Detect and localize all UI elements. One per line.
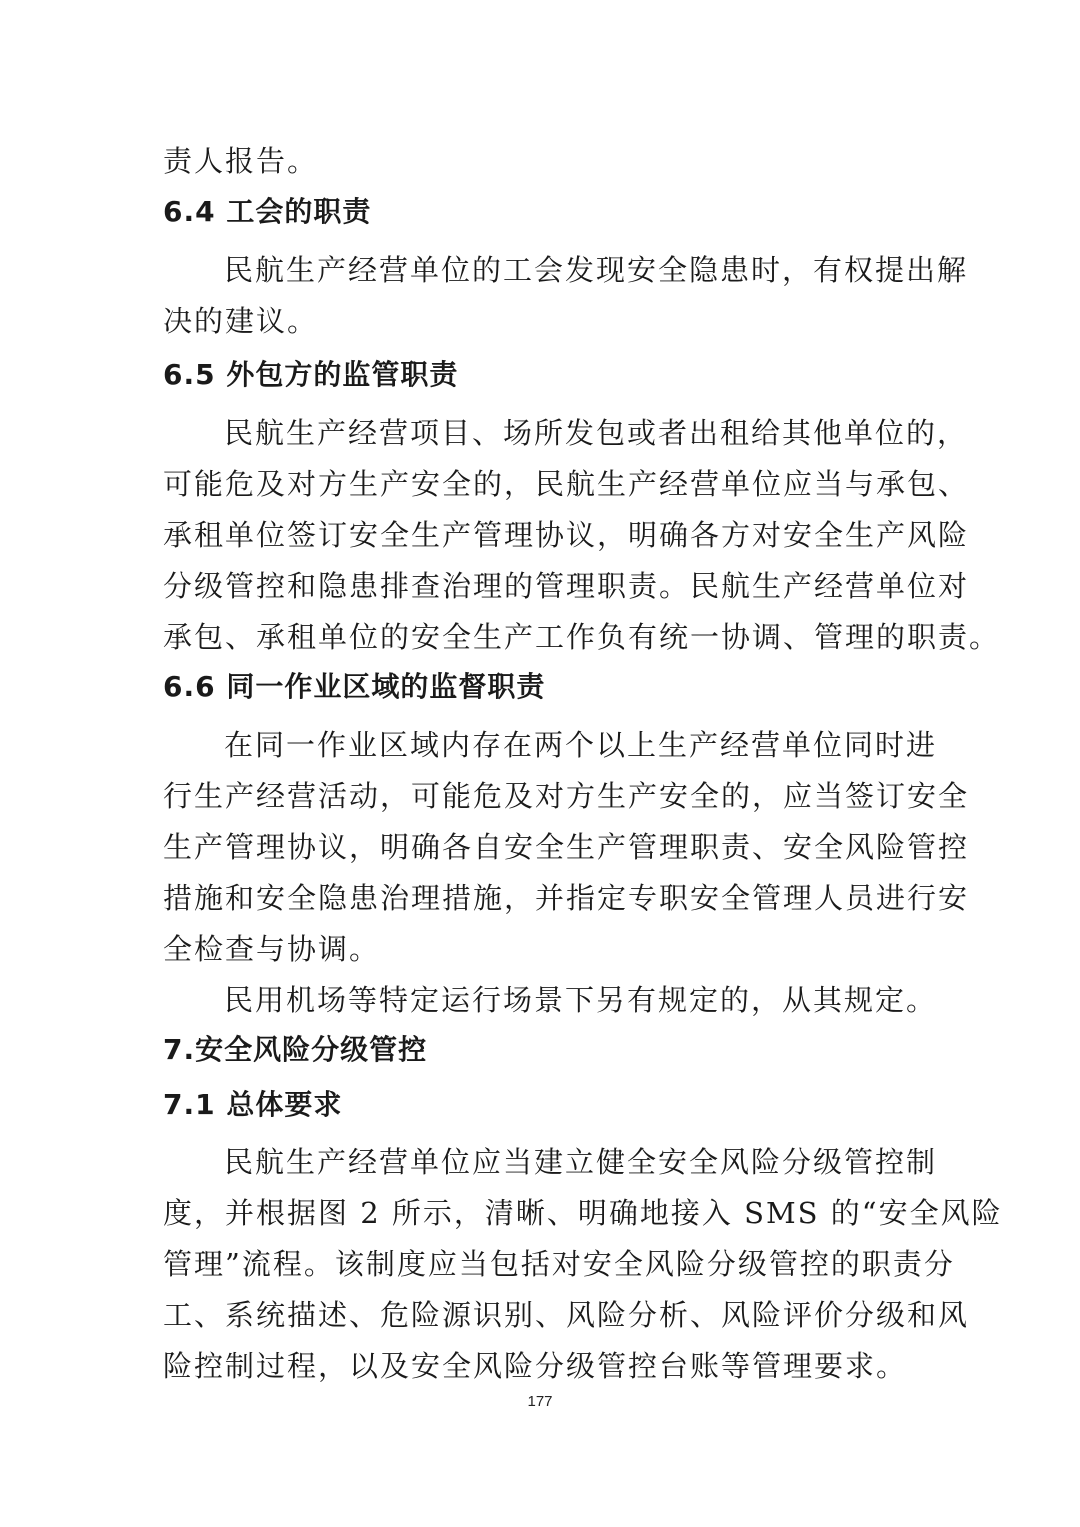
paragraph-line: 责人报告。 [163,144,319,178]
section-heading-6-6: 6.6 同一作业区域的监督职责 [163,670,546,703]
paragraph-line: 承包、承租单位的安全生产工作负有统一协调、管理的职责。 [163,620,1001,654]
paragraph-line: 可能危及对方生产安全的，民航生产经营单位应当与承包、 [163,467,970,501]
paragraph-line: 生产管理协议，明确各自安全生产管理职责、安全风险管控 [163,830,970,864]
paragraph-line: 险控制过程，以及安全风险分级管控台账等管理要求。 [163,1349,908,1383]
section-heading-6-4: 6.4 工会的职责 [163,195,372,228]
paragraph-line: 度，并根据图 2 所示，清晰、明确地接入 SMS 的“安全风险 [163,1196,1003,1230]
paragraph-line: 分级管控和隐患排查治理的管理职责。民航生产经营单位对 [163,569,970,603]
paragraph-line: 管理”流程。该制度应当包括对安全风险分级管控的职责分 [163,1247,955,1281]
paragraph-line: 措施和安全隐患治理措施，并指定专职安全管理人员进行安 [163,881,970,915]
section-heading-6-5: 6.5 外包方的监管职责 [163,358,459,391]
paragraph-line: 民航生产经营项目、场所发包或者出租给其他单位的， [224,416,969,450]
paragraph-line: 行生产经营活动，可能危及对方生产安全的，应当签订安全 [163,779,970,813]
page-number: 177 [527,1393,553,1410]
paragraph-line: 工、系统描述、危险源识别、风险分析、风险评价分级和风 [163,1298,970,1332]
paragraph-line: 民航生产经营单位应当建立健全安全风险分级管控制 [224,1145,938,1179]
paragraph-line: 民航生产经营单位的工会发现安全隐患时，有权提出解 [224,253,969,287]
paragraph-line: 民用机场等特定运行场景下另有规定的，从其规定。 [224,983,938,1017]
paragraph-line: 全检查与协调。 [163,932,381,966]
section-heading-7-1: 7.1 总体要求 [163,1088,343,1121]
paragraph-line: 决的建议。 [163,304,319,338]
section-heading-7: 7.安全风险分级管控 [163,1033,428,1066]
paragraph-line: 承租单位签订安全生产管理协议，明确各方对安全生产风险 [163,518,970,552]
paragraph-line: 在同一作业区域内存在两个以上生产经营单位同时进 [224,728,938,762]
